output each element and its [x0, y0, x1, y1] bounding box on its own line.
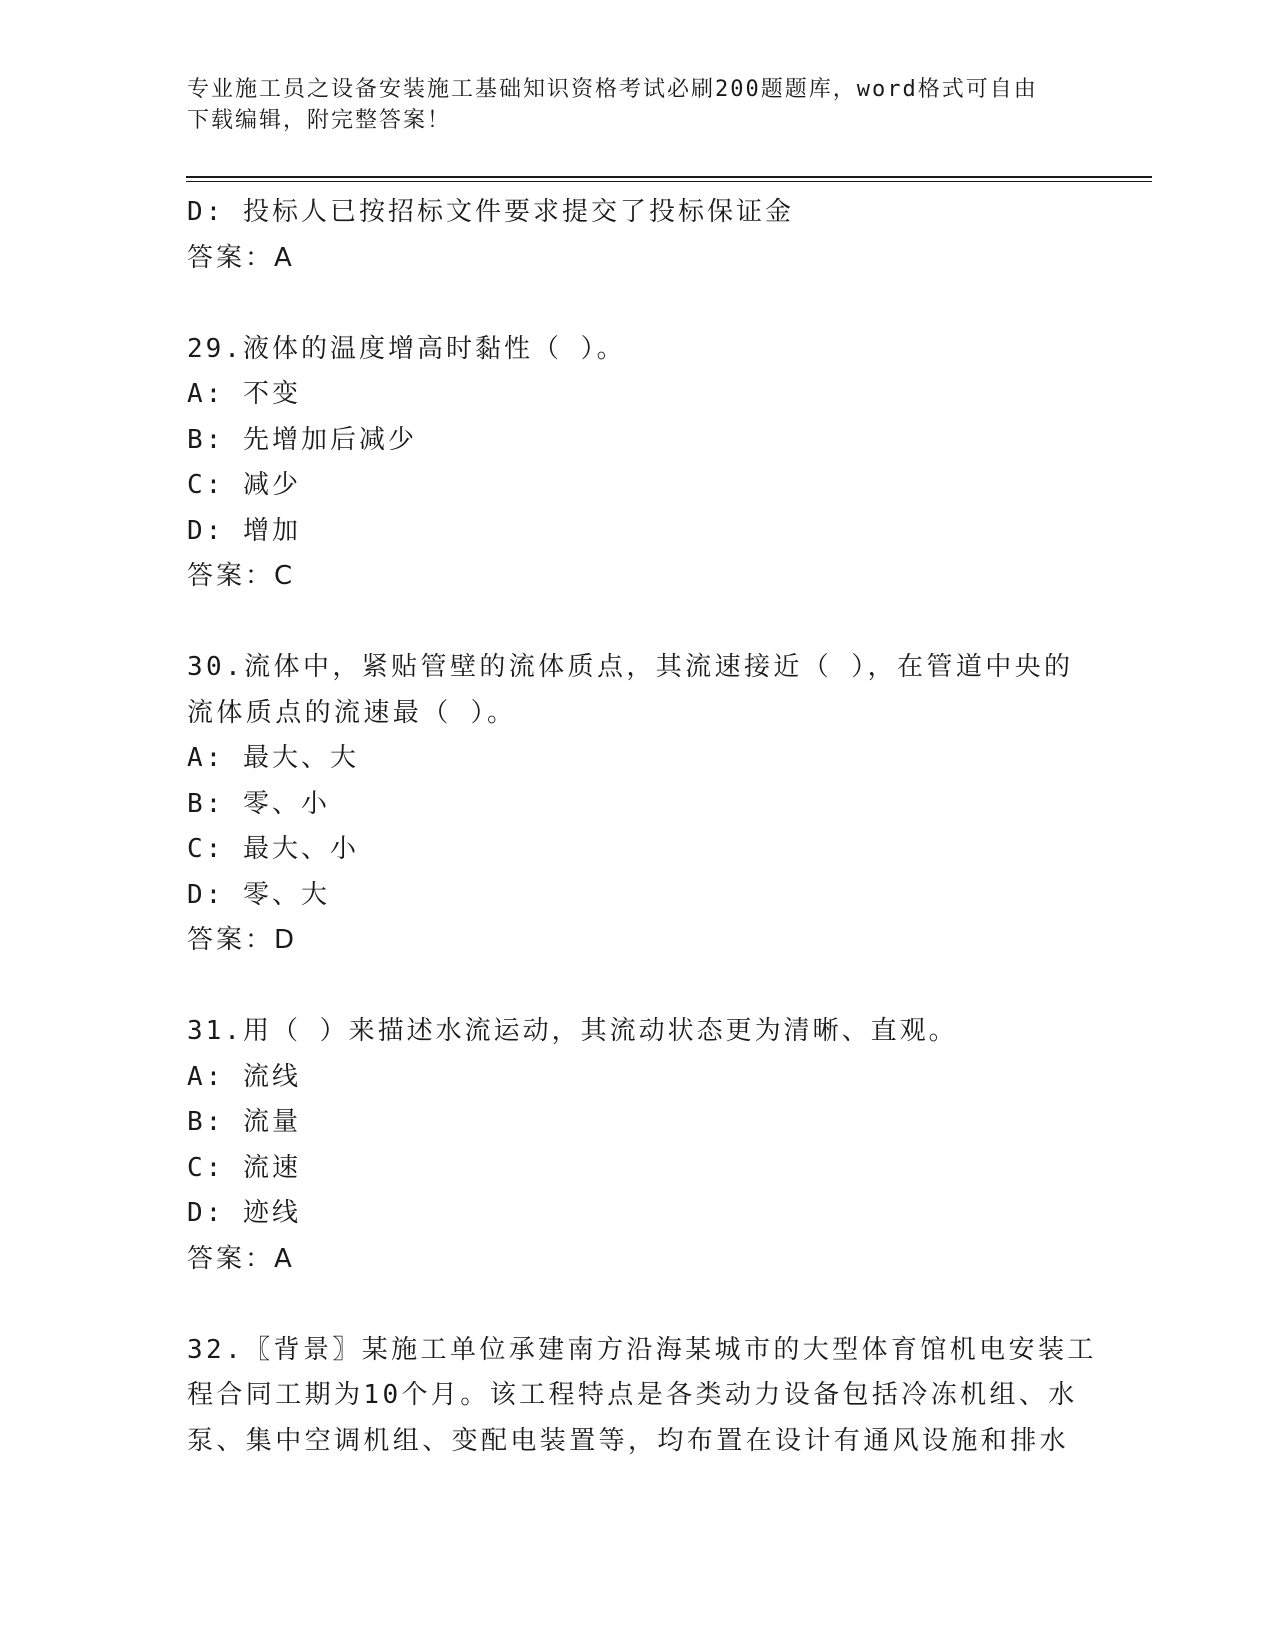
option-d: D: 迹线: [187, 1198, 301, 1228]
question-29: [187, 327, 1087, 600]
question-32: [187, 1328, 1097, 1465]
spacer: [187, 1282, 1087, 1328]
header-title-line-1: 专业施工员之设备安装施工基础知识资格考试必刷200题题库，word格式可自由: [187, 77, 1038, 102]
spacer: [187, 281, 1087, 327]
answer: 答案：A: [187, 1243, 295, 1274]
option-a: A: 最大、大: [187, 743, 359, 773]
option-d: D: 增加: [187, 515, 301, 546]
option-a: A: 流线: [187, 1061, 301, 1092]
question-31: [187, 1009, 1087, 1282]
document-body: [187, 190, 1097, 1464]
option-c: C: 流速: [187, 1152, 301, 1183]
spacer: [187, 600, 1087, 646]
q28-answer: 答案：A: [187, 242, 295, 273]
option-b: B: 流量: [187, 1107, 301, 1137]
question-stem: 31.用（ ）来描述水流运动，其流动状态更为清晰、直观。: [187, 1016, 958, 1046]
question-stem-continued: 程合同工期为10个月。该工程特点是各类动力设备包括冷冻机组、水: [187, 1380, 1078, 1410]
question-stem: 29.液体的温度增高时黏性（ ）。: [187, 333, 626, 364]
option-c: C: 减少: [187, 470, 301, 500]
question-stem-continued: 流体质点的流速最（ ）。: [187, 697, 517, 728]
question-stem: 32.〖背景〗某施工单位承建南方沿海某城市的大型体育馆机电安装工: [187, 1334, 1097, 1365]
answer: 答案：C: [187, 561, 296, 591]
option-c: C: 最大、小: [187, 834, 359, 864]
answer: 答案：D: [187, 925, 298, 955]
question-stem-continued: 泵、集中空调机组、变配电装置等，均布置在设计有通风设施和排水: [187, 1425, 1070, 1456]
header-divider: [186, 176, 1152, 182]
question-stem: 30.流体中，紧贴管壁的流体质点，其流速接近（ ），在管道中央的: [187, 652, 1074, 682]
option-d: D: 零、大: [187, 879, 330, 910]
document-header: [187, 74, 1067, 136]
option-b: B: 零、小: [187, 788, 330, 819]
option-a: A: 不变: [187, 379, 301, 409]
option-b: B: 先增加后减少: [187, 424, 417, 455]
q28-option-d: D: 投标人已按招标文件要求提交了投标保证金: [187, 197, 794, 227]
question-30: [187, 645, 1087, 964]
header-title-line-2: 下载编辑，附完整答案！: [187, 108, 452, 133]
spacer: [187, 964, 1087, 1010]
